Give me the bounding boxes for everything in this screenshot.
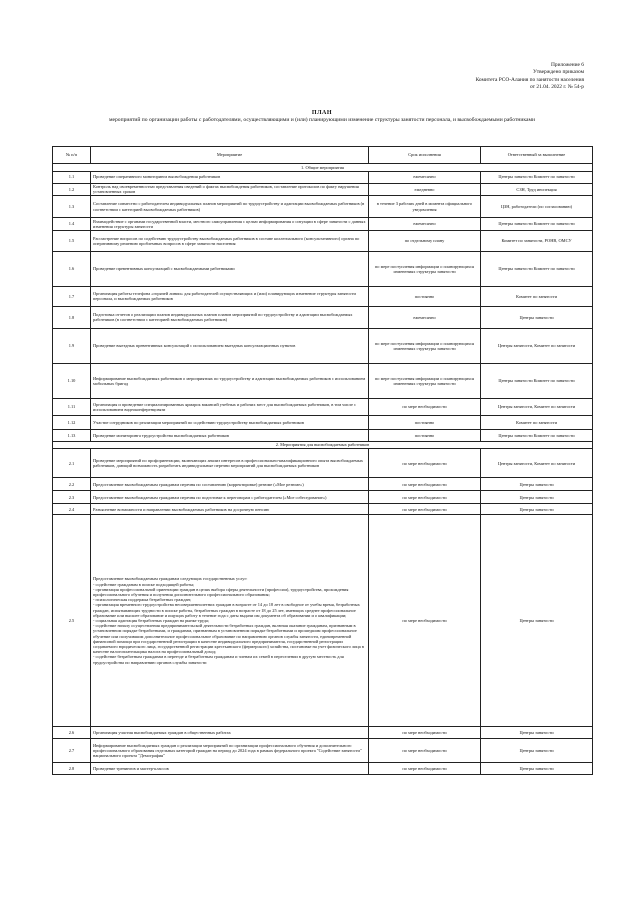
row-activity: Рассмотрение вопросов по содействию трудоустройству высвобождаемых работников в составе коллегиального (консультативного) органа по оперативному решению проблемных вопросов в сфере занятости населения (91, 230, 369, 251)
row-term: по мере необходимости (369, 515, 481, 727)
table-row (53, 491, 593, 504)
row-activity: Проведение мониторинга трудоустройства высвобождаемых работников (91, 429, 369, 441)
row-number: 2.1 (53, 449, 91, 478)
row-term: постоянно (369, 286, 481, 306)
table-row (53, 183, 593, 196)
table-row (53, 230, 593, 251)
row-activity: Информирование высвобождаемых работников о мероприятиях по трудоустройству и адаптации высвобождаемых работников с использованием мобильных бригад (91, 363, 369, 398)
row-term: ежемесячно (369, 171, 481, 183)
appendix-block (424, 62, 584, 91)
table-row (53, 218, 593, 231)
header-responsible: Ответственный за выполнение (481, 147, 593, 164)
row-term: по мере необходимости (369, 763, 481, 775)
row-responsible: Центры занятости (481, 515, 593, 727)
row-activity: Участие сотрудников по реализации мероприятий по содействию трудоустройству высвобождаемых работников (91, 415, 369, 429)
table-row (53, 328, 593, 363)
row-activity: Организация участия высвобождаемых граждан в общественных работах (91, 727, 369, 739)
row-responsible: Центры занятости (481, 478, 593, 491)
row-number: 1.11 (53, 398, 91, 415)
row-activity: Предоставление высвобождаемым гражданам перечня по составлению (корректировке) резюме («Мое резюме») (91, 478, 369, 491)
row-number: 2.5 (53, 515, 91, 727)
appendix-line: Комитета РСО-Алания по занятости населения (475, 76, 584, 83)
table-row (53, 363, 593, 398)
table-row (53, 727, 593, 739)
appendix-line: Приложение 6 (551, 62, 584, 68)
table-row (53, 415, 593, 429)
table-row (53, 478, 593, 491)
row-term: по мере необходимости (369, 398, 481, 415)
row-responsible: Центры занятости Комитет по занятости (481, 363, 593, 398)
row-activity: Организация работы телефона «горячей линии» для работодателей осуществляющих и (или) планирующих изменение структуры занятости персонала, и высвобождаемых работников (91, 286, 369, 306)
row-responsible: Комитет по занятости, РОНВ, ОМСУ (481, 230, 593, 251)
row-responsible: Центры занятости Комитет по занятости (481, 429, 593, 441)
row-responsible: Центры занятости Комитет по занятости (481, 218, 593, 231)
row-activity: Проведение мероприятий по профориентации, включающих анализ интересов в профессионально-квалификационного опыта высвобождаемых работников, дающий возможность разработать индивидуальные перечни мероприятий для высвобождаемых работников (91, 449, 369, 478)
row-term: по мере поступления информации о планирующихся изменениях структуры занятости (369, 251, 481, 286)
row-activity: Взаимодействие с органами государственной власти, местного самоуправления с целью информирования о ситуации в сфере занятости с данных изменения структуры занятости (91, 218, 369, 231)
plan-table (52, 146, 593, 775)
row-activity: Разъяснение возможности и направлении высвобождаемых работников на досрочную пенсию (91, 504, 369, 515)
row-number: 1.12 (53, 415, 91, 429)
row-number: 1.1 (53, 171, 91, 183)
table-row (53, 251, 593, 286)
row-number: 2.8 (53, 763, 91, 775)
document-title (52, 110, 592, 124)
row-activity: Предоставление высвобождаемым гражданам перечня по подготовке к переговорам с работодателем («Мое собеседование») (91, 491, 369, 504)
table-row (53, 515, 593, 727)
section-row (53, 164, 593, 171)
row-activity: Проведение тренингов и мастер-классов (91, 763, 369, 775)
row-number: 2.7 (53, 739, 91, 763)
table-row (53, 504, 593, 515)
title-subtitle: мероприятий по организации работы с работодателями, осуществляющими и (или) планирующими изменение структуры занятости персонала, и высвобождаемыми работниками (108, 117, 536, 123)
table-row (53, 429, 593, 441)
table-row (53, 196, 593, 218)
row-responsible: СЗН, Труд инспекция (481, 183, 593, 196)
row-number: 1.9 (53, 328, 91, 363)
table-row (53, 306, 593, 328)
row-term: по мере поступления информации о планирующихся изменениях структуры занятости (369, 363, 481, 398)
row-responsible: ЦЗН, работодатели (по согласованию) (481, 196, 593, 218)
table-row (53, 449, 593, 478)
row-responsible: Центры занятости (481, 306, 593, 328)
row-responsible: Комитет по занятости (481, 415, 593, 429)
row-term: постоянно (369, 415, 481, 429)
title-heading: ПЛАН (311, 110, 333, 116)
row-number: 2.2 (53, 478, 91, 491)
row-term: ежемесячно (369, 306, 481, 328)
row-activity: Составление совместно с работодателем индивидуальных планов мероприятий по трудоустройству и адаптации высвобождаемых работников (в соответствии с категорией высвобождаемых работников) (91, 196, 369, 218)
row-activity: Проведение превентивных консультаций с высвобождаемыми работниками (91, 251, 369, 286)
row-number: 2.4 (53, 504, 91, 515)
row-number: 1.8 (53, 306, 91, 328)
appendix-line: от 21.04. 2022 г. № 54-р (530, 83, 584, 90)
row-number: 1.10 (53, 363, 91, 398)
row-activity: Контроль над своевременностью представления сведений о фактах высвобождения работников, составление протоколов по факту нарушения установленных сроков (91, 183, 369, 196)
row-activity: Предоставление высвобождаемым гражданам следующих государственных услуг: - содействие гражданам в поиске подходящей работы; - организация профессиональной ориентации граждан в целях выбора сферы деятельности (профессии), трудоустройства, прохождения профессионального обучения и получения дополнительного профессионального образования; - психологическая поддержка безработных граждан; - организация временного трудоустройства несовершеннолетних граждан в возрасте от 14 до 18 лет в свободное от учебы время, безработных граждан, испытывающих трудности в поиске работы, безработных граждан в возрасте от 18 до 25 лет, имеющих среднее профессиональное образование или высшее образование и ищущих работу в течение года с даты выдачи им документа об образовании и о квалификации; - социальная адаптация безработных граждан на рынке труда; - содействие началу осуществления предпринимательской деятельности безработных граждан, включая оказание гражданам, признанным в установленном порядке безработными, и гражданам, признанным в установленном порядке безработными и прошедшим профессиональное обучение или получившим дополнительное профессиональное образование по направлению органов службы занятости, единовременной финансовой помощи при государственной регистрации в качестве индивидуального предпринимателя, государственной регистрации создаваемого юридического лица, государственной регистрации крестьянского (фермерского) хозяйства, постановке на учет физического лица в качестве налогоплательщика налога на профессиональный доход; - содействие безработным гражданам в переезде и безработным гражданам и членам их семей в переселении в другую местность для трудоустройства по направлению органов службы занятости (91, 515, 369, 727)
row-term: по мере необходимости (369, 449, 481, 478)
row-responsible: Центры занятости, Комитет по занятости (481, 398, 593, 415)
section-title: 2. Мероприятия для высвобождаемых работников (53, 441, 593, 448)
row-responsible: Центры занятости Комитет по занятости (481, 251, 593, 286)
row-responsible: Центры занятости (481, 727, 593, 739)
row-activity: Информирование высвобождаемых граждан о реализации мероприятий по организации профессионального обучения и дополнительного профессионального образования отдельных категорий граждан на период до 2024 года в рамках федерального проекта "Содействие занятости" национального проекта "Демография" (91, 739, 369, 763)
row-number: 1.13 (53, 429, 91, 441)
row-term: в течение 3 рабочих дней в момента официального уведомления (369, 196, 481, 218)
table-row (53, 171, 593, 183)
appendix-line: Утверждено приказом (532, 69, 584, 76)
row-term: по мере необходимости (369, 478, 481, 491)
row-number: 1.6 (53, 251, 91, 286)
row-activity: Подготовка отчетов о реализации планов индивидуальных планов планов мероприятий по трудоустройству и адаптации высвобождаемых работников (в соответствии с категорией высвобождаемых работников) (91, 306, 369, 328)
row-responsible: Центры занятости (481, 491, 593, 504)
row-responsible: Центры занятости Комитет по занятости (481, 171, 593, 183)
row-activity: Проведение выездных превентивных консультаций с использованием выездных консультационных пунктов (91, 328, 369, 363)
row-number: 1.5 (53, 230, 91, 251)
row-activity: Проведение оперативного мониторинга высвобождения работников (91, 171, 369, 183)
row-term: ежемесячно (369, 218, 481, 231)
row-number: 1.4 (53, 218, 91, 231)
table-row (53, 763, 593, 775)
row-responsible: Центры занятости (481, 763, 593, 775)
table-row (53, 398, 593, 415)
row-responsible: Комитет по занятости (481, 286, 593, 306)
row-number: 1.3 (53, 196, 91, 218)
row-term: по отдельному плану (369, 230, 481, 251)
row-number: 2.6 (53, 727, 91, 739)
table-row (53, 739, 593, 763)
header-num: № п/п (53, 147, 91, 164)
table-row (53, 286, 593, 306)
header-term: Срок исполнения (369, 147, 481, 164)
row-term: по мере необходимости (369, 504, 481, 515)
table-header-row (53, 147, 593, 164)
row-number: 1.7 (53, 286, 91, 306)
row-responsible: Центры занятости, Комитет по занятости (481, 449, 593, 478)
section-title: 1. Общие мероприятия (53, 164, 593, 171)
section-row (53, 441, 593, 448)
row-term: по мере необходимости (369, 739, 481, 763)
row-number: 2.3 (53, 491, 91, 504)
row-term: по мере необходимости (369, 727, 481, 739)
row-number: 1.2 (53, 183, 91, 196)
row-responsible: Центры занятости, Комитет по занятости (481, 328, 593, 363)
row-term: по мере поступления информации о планирующихся изменениях структуры занятости (369, 328, 481, 363)
row-term: ежедневно (369, 183, 481, 196)
header-activity: Мероприятие (91, 147, 369, 164)
row-term: по мере необходимости (369, 491, 481, 504)
row-responsible: Центры занятости (481, 504, 593, 515)
row-activity: Организация и проведение специализированных ярмарок вакансий учебных и рабочих мест для высвобождаемых работников, в том числе с использованием видеоконференцсвязи (91, 398, 369, 415)
row-term: постоянно (369, 429, 481, 441)
row-responsible: Центры занятости (481, 739, 593, 763)
